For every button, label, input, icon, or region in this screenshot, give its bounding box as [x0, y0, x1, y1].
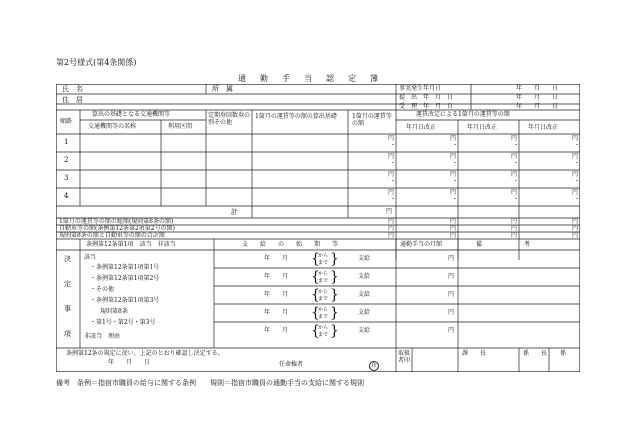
yen-cell: 円 — [571, 189, 578, 196]
decimal-dot: ・ — [513, 178, 520, 185]
yen-cell: 円 — [510, 189, 517, 196]
basis-header: 算出の基礎となる交通機関等 — [92, 111, 171, 118]
right-brace: } — [330, 287, 339, 303]
seal-mark: 印 — [369, 361, 379, 371]
sum-vehicle: 自動車等の額(条例第12条第2項第2号の額) — [59, 225, 175, 232]
left-brace: { — [311, 287, 320, 303]
from-label: から — [318, 271, 329, 277]
decimal-dot: ・ — [390, 196, 397, 203]
monthly-basis-header: 1箇月の運賃等の額の算出基礎 — [255, 113, 337, 120]
decision-item-1: ・条例第12条第1項第1号 — [90, 264, 160, 271]
certification-form — [56, 84, 580, 372]
monthly-amount-header: 1箇月の運賃等の額 — [352, 113, 392, 127]
decimal-dot: ・ — [574, 196, 581, 203]
pass-type-header: 定期券回数券の別その他 — [208, 112, 251, 126]
from-label: から — [318, 253, 329, 259]
year-month: 年 月 — [264, 327, 289, 334]
yen-cell: 円 — [571, 135, 578, 142]
revision-date-1: 年月日改正 — [406, 124, 437, 131]
transport-name-header: 交通機関等の名称 — [88, 123, 137, 130]
pay-label: 支給 — [358, 255, 371, 262]
decision-item-4: ・条例第12条第1項第3号 — [90, 297, 160, 304]
event-date-value: 年 月 日 — [516, 85, 559, 92]
total-yen: 円 — [385, 208, 392, 215]
year-month: 年 月 — [264, 273, 289, 280]
year-month: 年 月 — [264, 309, 289, 316]
sum-yen-cell: 円 — [571, 218, 578, 225]
yen-cell: 円 — [510, 135, 517, 142]
yen-cell: 円 — [449, 189, 456, 196]
decimal-dot: ・ — [513, 160, 520, 167]
sum-yen-cell: 円 — [571, 225, 578, 232]
receipt-date-value: 年 月 日 — [516, 103, 559, 110]
decimal-dot: ・ — [390, 160, 397, 167]
start-header: 支 給 の 始 期 等 — [242, 241, 339, 248]
address-label: 住 居 — [62, 96, 83, 104]
sum-yen-cell: 円 — [449, 232, 456, 239]
route-number: 3 — [64, 174, 69, 182]
pay-label: 支給 — [358, 327, 371, 334]
not-applicable-label: 非該当 理由 — [84, 333, 121, 340]
footer-statement: 条例第12条の規定に従い、上記のとおり確認し決定する。 — [66, 350, 224, 357]
side-label-4: 項 — [64, 330, 71, 338]
amount-header: 通勤手当の月額 — [400, 241, 443, 248]
sum-combined: 規則第8条の額と自動車等の額の合計額 — [59, 232, 165, 239]
yen-cell: 円 — [387, 171, 394, 178]
sum-yen-cell: 円 — [510, 218, 517, 225]
sum-yen-cell: 円 — [387, 232, 394, 239]
decimal-dot: ・ — [452, 142, 459, 149]
left-brace: { — [311, 305, 320, 321]
pay-label: 支給 — [358, 291, 371, 298]
right-brace: } — [330, 251, 339, 267]
decimal-dot: ・ — [452, 196, 459, 203]
decimal-dot: ・ — [574, 160, 581, 167]
decision-item-5: 規則第8条 — [100, 308, 128, 315]
handler-seal-label: 取扱者印 — [398, 350, 411, 364]
decimal-dot: ・ — [513, 196, 520, 203]
yen-cell: 円 — [449, 171, 456, 178]
kakari-cho-label: 係 長 — [523, 350, 548, 357]
monthly-yen: 円 — [447, 291, 454, 298]
decimal-dot: ・ — [574, 142, 581, 149]
monthly-yen: 円 — [447, 309, 454, 316]
name-label: 氏 名 — [62, 85, 83, 93]
yen-cell: 円 — [449, 135, 456, 142]
yen-cell: 円 — [510, 171, 517, 178]
yen-cell: 円 — [387, 153, 394, 160]
left-brace: { — [311, 323, 320, 339]
right-brace: } — [330, 305, 339, 321]
route-number-header: 順路 — [60, 118, 73, 125]
side-label-1: 決 — [64, 255, 71, 263]
revision-date-3: 年月日改正 — [528, 124, 559, 131]
year-month: 年 月 — [264, 255, 289, 262]
total-label: 計 — [231, 208, 238, 216]
event-date-label: 事実発生年月日 — [399, 85, 442, 92]
year-month: 年 月 — [264, 291, 289, 298]
department-label: 所 属 — [212, 85, 233, 93]
from-label: から — [318, 325, 329, 331]
decision-item-6: ・第1号・第2号・第3号 — [90, 319, 156, 326]
yen-cell: 円 — [510, 153, 517, 160]
revision-date-2: 年月日改正 — [467, 124, 498, 131]
submit-date-label: 提 出 年 月 日 — [399, 94, 454, 101]
sum-yen-cell: 円 — [387, 218, 394, 225]
remarks-header: 備 考 — [476, 241, 531, 248]
left-brace: { — [311, 251, 320, 267]
until-label: まで — [318, 332, 329, 338]
decimal-dot: ・ — [513, 142, 520, 149]
decimal-dot: ・ — [452, 178, 459, 185]
monthly-yen: 円 — [447, 273, 454, 280]
right-brace: } — [330, 323, 339, 339]
pay-label: 支給 — [358, 273, 371, 280]
sum-yen-cell: 円 — [571, 232, 578, 239]
submit-date-value: 年 月 日 — [516, 94, 559, 101]
sum-yen-cell: 円 — [510, 232, 517, 239]
section-header: 利用区間 — [168, 123, 193, 130]
route-number: 4 — [64, 192, 69, 200]
footer-date: 年 月 日 — [108, 359, 151, 366]
yen-cell: 円 — [571, 171, 578, 178]
revision-header: 運賃改定による1箇月の運賃等の額 — [416, 111, 510, 118]
from-label: から — [318, 289, 329, 295]
footnote: 備考 条例＝指宿市職員の給与に関する条例 規則＝指宿市職員の通勤手当の支給に関する規則 — [56, 379, 364, 387]
yen-cell: 円 — [387, 189, 394, 196]
decimal-dot: ・ — [574, 178, 581, 185]
applicable-label: 該当 — [84, 254, 97, 261]
left-brace: { — [311, 269, 320, 285]
decision-header: 条例第12条第1項 該当 非該当 — [86, 241, 176, 248]
route-number: 2 — [64, 156, 69, 164]
kakari-label: 係 — [560, 350, 567, 357]
decimal-dot: ・ — [390, 178, 397, 185]
side-label-2: 定 — [64, 280, 71, 288]
from-label: から — [318, 307, 329, 313]
until-label: まで — [318, 296, 329, 302]
pay-label: 支給 — [358, 309, 371, 316]
document-title: 通勤手当認定簿 — [238, 74, 392, 83]
receipt-date-label: 受 理 年 月 日 — [399, 103, 454, 110]
sum-yen-cell: 円 — [510, 225, 517, 232]
decision-item-2: ・条例第12条第1項第2号 — [90, 275, 160, 282]
side-label-3: 事 — [64, 305, 71, 313]
decimal-dot: ・ — [390, 142, 397, 149]
until-label: まで — [318, 260, 329, 266]
monthly-yen: 円 — [447, 255, 454, 262]
form-label: 第2号様式(第4条関係) — [56, 58, 137, 67]
appointing-authority: 任命権者 — [279, 361, 304, 368]
until-label: まで — [318, 278, 329, 284]
route-number: 1 — [64, 138, 69, 146]
until-label: まで — [318, 314, 329, 320]
sum-fare-total: 1箇月の運賃等の額の総額(規則第8条の額) — [59, 218, 174, 225]
sum-yen-cell: 円 — [449, 218, 456, 225]
sum-yen-cell: 円 — [387, 225, 394, 232]
decision-item-3: ・その他 — [90, 286, 115, 293]
monthly-yen: 円 — [447, 327, 454, 334]
sum-yen-cell: 円 — [449, 225, 456, 232]
chief-label: 課 長 — [462, 350, 487, 357]
decimal-dot: ・ — [452, 160, 459, 167]
yen-cell: 円 — [571, 153, 578, 160]
yen-cell: 円 — [449, 153, 456, 160]
right-brace: } — [330, 269, 339, 285]
yen-cell: 円 — [387, 135, 394, 142]
